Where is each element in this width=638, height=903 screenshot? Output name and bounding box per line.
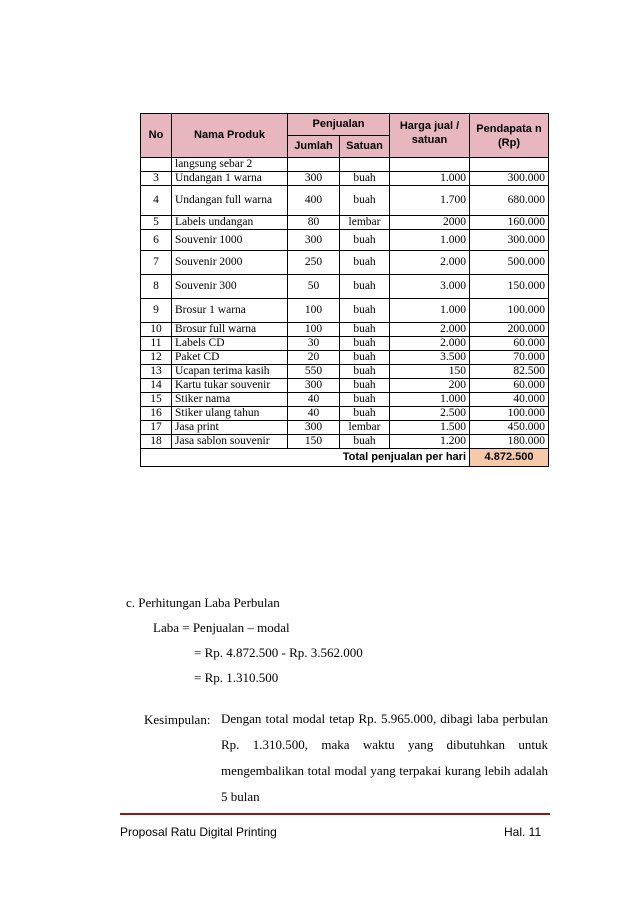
cell-no: 18 [141, 435, 172, 449]
cell-jumlah: 20 [288, 351, 340, 365]
cell-no: 6 [141, 230, 172, 251]
cell-satuan: buah [340, 186, 390, 216]
cell-no: 7 [141, 251, 172, 275]
cell-pendapatan: 300.000 [470, 230, 549, 251]
header-pendapatan: Pendapata n (Rp) [470, 114, 549, 158]
cell-jumlah: 40 [288, 393, 340, 407]
cell-nama-produk: Jasa sablon souvenir [172, 435, 288, 449]
table-row [141, 435, 549, 449]
cell-pendapatan: 100.000 [470, 407, 549, 421]
cell-pendapatan: 200.000 [470, 323, 549, 337]
cell-harga: 1.700 [390, 186, 470, 216]
cell-satuan: buah [340, 393, 390, 407]
cell-satuan: lembar [340, 421, 390, 435]
cell-no: 11 [141, 337, 172, 351]
cell-no: 14 [141, 379, 172, 393]
table-row-carry-over [141, 158, 549, 172]
cell-nama-produk: Labels undangan [172, 216, 288, 230]
conclusion-label: Kesimpulan: [144, 712, 211, 727]
cell-pendapatan: 300.000 [470, 172, 549, 186]
cell-satuan: buah [340, 275, 390, 299]
header-jumlah: Jumlah [288, 136, 340, 158]
cell-harga: 2.000 [390, 251, 470, 275]
cell-harga: 1.000 [390, 230, 470, 251]
laba-result: = Rp. 1.310.500 [194, 670, 279, 685]
cell-nama-produk: Stiker nama [172, 393, 288, 407]
cell-jumlah: 250 [288, 251, 340, 275]
cell-jumlah: 50 [288, 275, 340, 299]
cell-no: 10 [141, 323, 172, 337]
cell-pendapatan: 100.000 [470, 299, 549, 323]
cell-harga: 3.500 [390, 351, 470, 365]
cell-no: 16 [141, 407, 172, 421]
cell-jumlah: 150 [288, 435, 340, 449]
cell-jumlah: 100 [288, 299, 340, 323]
cell-nama-produk: Labels CD [172, 337, 288, 351]
cell-harga: 1.500 [390, 421, 470, 435]
cell-nama-produk: Souvenir 1000 [172, 230, 288, 251]
cell-satuan: buah [340, 230, 390, 251]
cell-harga: 200 [390, 379, 470, 393]
cell-satuan: lembar [340, 216, 390, 230]
cell-jumlah: 40 [288, 407, 340, 421]
cell-harga: 1.200 [390, 435, 470, 449]
cell-satuan: buah [340, 407, 390, 421]
header-harga [390, 114, 470, 158]
table-row [141, 337, 549, 351]
cell-pendapatan: 70.000 [470, 351, 549, 365]
cell-pendapatan: 680.000 [470, 186, 549, 216]
cell-jumlah: 550 [288, 365, 340, 379]
cell-harga: 3.000 [390, 275, 470, 299]
cell-satuan: buah [340, 379, 390, 393]
cell-jumlah: 30 [288, 337, 340, 351]
cell-nama-produk: Jasa print [172, 421, 288, 435]
table-row [141, 186, 549, 216]
cell-nama-produk: Undangan full warna [172, 186, 288, 216]
cell-no: 15 [141, 393, 172, 407]
cell-jumlah: 300 [288, 172, 340, 186]
cell-pendapatan: 160.000 [470, 216, 549, 230]
header-nama-produk: Nama Produk [172, 114, 288, 158]
cell-nama-produk: Brosur 1 warna [172, 299, 288, 323]
header-penjualan: Penjualan [288, 114, 390, 136]
cell-nama-produk: Stiker ulang tahun [172, 407, 288, 421]
cell-no: 17 [141, 421, 172, 435]
table-row [141, 365, 549, 379]
table-row [141, 230, 549, 251]
cell-nama-produk: Paket CD [172, 351, 288, 365]
header-harga-text: Harga jual / satuan [399, 120, 460, 146]
cell-no: 9 [141, 299, 172, 323]
cell-satuan: buah [340, 299, 390, 323]
cell-harga: 150 [390, 365, 470, 379]
table-row [141, 379, 549, 393]
cell-harga: 2.000 [390, 323, 470, 337]
cell-pendapatan: 450.000 [470, 421, 549, 435]
cell-jumlah: 300 [288, 421, 340, 435]
table-row [141, 323, 549, 337]
cell-pendapatan: 82.500 [470, 365, 549, 379]
cell-nama-produk: Souvenir 300 [172, 275, 288, 299]
cell-no: 13 [141, 365, 172, 379]
cell-harga: 1.000 [390, 299, 470, 323]
cell-satuan: buah [340, 323, 390, 337]
cell-jumlah: 100 [288, 323, 340, 337]
cell-satuan: buah [340, 172, 390, 186]
section-heading: c. Perhitungan Laba Perbulan [126, 595, 280, 610]
cell-pendapatan: 60.000 [470, 379, 549, 393]
total-value: 4.872.500 [470, 449, 549, 467]
footer-page-number: Hal. 11 [504, 825, 542, 839]
cell-satuan: buah [340, 337, 390, 351]
cell-jumlah: 80 [288, 216, 340, 230]
cell-jumlah: 400 [288, 186, 340, 216]
table-row [141, 275, 549, 299]
cell-nama-produk: Kartu tukar souvenir [172, 379, 288, 393]
cell-nama-produk: Souvenir 2000 [172, 251, 288, 275]
table-row [141, 216, 549, 230]
cell-harga: 2.000 [390, 337, 470, 351]
cell-pendapatan: 180.000 [470, 435, 549, 449]
cell-satuan: buah [340, 251, 390, 275]
table-row [141, 172, 549, 186]
cell-nama-produk: Undangan 1 warna [172, 172, 288, 186]
laba-formula: Laba = Penjualan – modal [153, 620, 290, 635]
table-row [141, 251, 549, 275]
cell-nama-produk: Ucapan terima kasih [172, 365, 288, 379]
table-row [141, 351, 549, 365]
cell-jumlah: 300 [288, 230, 340, 251]
cell-harga: 2.500 [390, 407, 470, 421]
cell-satuan: buah [340, 351, 390, 365]
sales-table [140, 113, 549, 467]
table-row [141, 393, 549, 407]
conclusion-text: Dengan total modal tetap Rp. 5.965.000, dibagi laba perbulan Rp. 1.310.500, maka waktu yang dibutuhkan untuk mengembalikan total modal yang terpakai kurang lebih adalah 5 bulan [221, 711, 548, 804]
carry-over-text: langsung sebar 2 [172, 158, 288, 172]
table-row [141, 299, 549, 323]
cell-nama-produk: Brosur full warna [172, 323, 288, 337]
cell-pendapatan: 500.000 [470, 251, 549, 275]
cell-satuan: buah [340, 365, 390, 379]
footer-title: Proposal Ratu Digital Printing [120, 825, 277, 839]
cell-no: 12 [141, 351, 172, 365]
header-satuan: Satuan [340, 136, 390, 158]
footer-divider [120, 813, 550, 815]
cell-pendapatan: 60.000 [470, 337, 549, 351]
cell-harga: 1.000 [390, 172, 470, 186]
cell-no: 4 [141, 186, 172, 216]
cell-no: 8 [141, 275, 172, 299]
cell-jumlah: 300 [288, 379, 340, 393]
cell-satuan: buah [340, 435, 390, 449]
total-label: Total penjualan per hari [141, 449, 470, 467]
cell-pendapatan: 40.000 [470, 393, 549, 407]
cell-harga: 1.000 [390, 393, 470, 407]
cell-pendapatan: 150.000 [470, 275, 549, 299]
table-row [141, 421, 549, 435]
laba-calculation: = Rp. 4.872.500 - Rp. 3.562.000 [194, 645, 363, 660]
cell-harga: 2000 [390, 216, 470, 230]
table-row [141, 407, 549, 421]
cell-no: 3 [141, 172, 172, 186]
cell-no: 5 [141, 216, 172, 230]
header-no: No [141, 114, 172, 158]
